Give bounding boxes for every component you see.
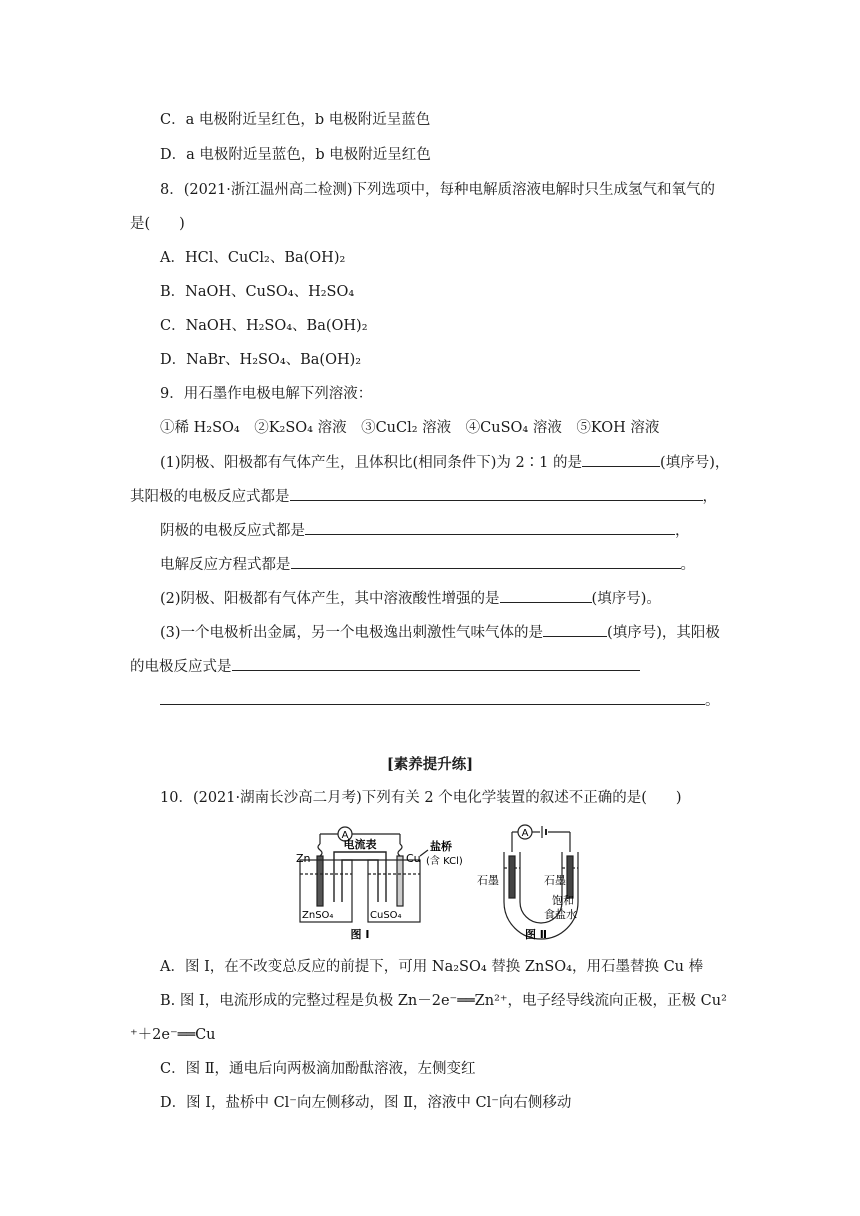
figure-1-caption: 图 Ⅰ (350, 928, 370, 941)
q8-option-c: C．NaOH、H₂SO₄、Ba(OH)₂ (160, 318, 368, 334)
q9-part2-text: (2)阴极、阳极都有气体产生，其中溶液酸性增强的是 (160, 591, 500, 607)
cu-label: Cu (406, 852, 421, 865)
q9-part3-hint: (填序号)，其阳极 (607, 625, 720, 641)
punct-period: 。 (705, 693, 720, 709)
q9-part3-text: (3)一个电极析出金属，另一个电极逸出刺激性气味气体的是 (160, 625, 544, 641)
q8-stem-line1: 8．(2021·浙江温州高二检测)下列选项中，每种电解质溶液电解时只生成氢气和氧气的 (160, 182, 716, 198)
q9-part1-anode-line (130, 486, 717, 507)
q9-part1-cathode-line (160, 520, 690, 541)
q10-option-d: D．图 Ⅰ，盐桥中 Cl⁻向左侧移动，图 Ⅱ，溶液中 Cl⁻向右侧移动 (160, 1095, 572, 1111)
punct-comma: ， (675, 523, 690, 539)
q9-part3-anode-text: 的电极反应式是 (130, 659, 232, 675)
ammeter-label: A (341, 830, 349, 841)
ammeter-label: A (521, 828, 529, 839)
figure-electrochemistry (290, 822, 580, 944)
answer-blank[interactable] (305, 520, 675, 535)
graphite-right-label: 石墨 (544, 874, 566, 887)
q10-option-b-line1: B. 图 Ⅰ，电流形成的完整过程是负极 Zn－2e⁻══Zn²⁺，电子经导线流向正极，正极 Cu² (160, 993, 727, 1009)
answer-blank[interactable] (500, 588, 592, 603)
answer-blank[interactable] (291, 554, 681, 569)
punct-period: 。 (680, 557, 695, 573)
cuso4-label: CuSO₄ (370, 910, 402, 921)
q9-stem: 9．用石墨作电极电解下列溶液： (160, 386, 373, 402)
q8-option-a: A．HCl、CuCl₂、Ba(OH)₂ (160, 250, 346, 266)
q9-part1-equation-line (160, 554, 695, 575)
q9-part2-line (160, 588, 661, 609)
q9-part3-anode-line (130, 656, 640, 677)
salt-bridge (334, 852, 386, 902)
zn-label: Zn (296, 852, 311, 865)
q8-option-b: B．NaOH、CuSO₄、H₂SO₄ (160, 284, 355, 300)
q9-anode-text: 其阳极的电极反应式都是 (130, 489, 290, 505)
brine-label-line2: 食盐水 (544, 908, 577, 921)
brine-label-line1: 饱和 (552, 894, 574, 907)
answer-blank[interactable] (543, 622, 607, 637)
meter-label: 电流表 (343, 838, 377, 851)
answer-blank[interactable] (232, 656, 640, 671)
section-title: [素养提升练] (386, 756, 474, 773)
q9-part1-hint: (填序号)， (660, 455, 730, 471)
q10-stem: 10．(2021·湖南长沙高二月考)下列有关 2 个电化学装置的叙述不正确的是( ) (160, 790, 682, 806)
answer-blank[interactable] (582, 452, 660, 467)
q10-option-c: C．图 Ⅱ，通电后向两极滴加酚酞溶液，左侧变红 (160, 1061, 476, 1077)
q9-equation-text: 电解反应方程式都是 (160, 557, 291, 573)
q7-option-d: D．a 电极附近呈蓝色，b 电极附近呈红色 (160, 147, 431, 163)
q9-part3-continuation-line (160, 690, 720, 711)
punct-comma: ， (702, 489, 717, 505)
q7-option-c: C．a 电极附近呈红色，b 电极附近呈蓝色 (160, 112, 431, 128)
q9-part3-line (160, 622, 720, 643)
q10-option-a: A．图 Ⅰ，在不改变总反应的前提下，可用 Na₂SO₄ 替换 ZnSO₄，用石墨替换 Cu 棒 (160, 959, 704, 975)
figure-2-electrolytic-cell (504, 825, 578, 939)
znso4-label: ZnSO₄ (302, 910, 334, 921)
figure-2-caption: 图 Ⅱ (524, 928, 548, 941)
q9-solutions: ①稀 H₂SO₄ ②K₂SO₄ 溶液 ③CuCl₂ 溶液 ④CuSO₄ 溶液 ⑤KOH 溶液 (160, 420, 660, 436)
q9-part2-hint: (填序号)。 (591, 591, 661, 607)
salt-bridge-kcl-label: (含 KCl) (426, 856, 463, 867)
graphite-left-label: 石墨 (477, 874, 499, 887)
salt-bridge-label: 盐桥 (430, 840, 452, 853)
answer-blank[interactable] (290, 486, 703, 501)
q9-part1-line (160, 452, 729, 473)
answer-blank[interactable] (160, 690, 705, 705)
q9-cathode-text: 阴极的电极反应式都是 (160, 523, 305, 539)
q8-option-d: D．NaBr、H₂SO₄、Ba(OH)₂ (160, 352, 362, 368)
q8-stem-line2: 是( ) (130, 216, 185, 232)
q9-part1-text: (1)阴极、阳极都有气体产生，且体积比(相同条件下)为 2∶1 的是 (160, 455, 583, 471)
q10-option-b-line2: ⁺＋2e⁻══Cu (130, 1027, 216, 1043)
